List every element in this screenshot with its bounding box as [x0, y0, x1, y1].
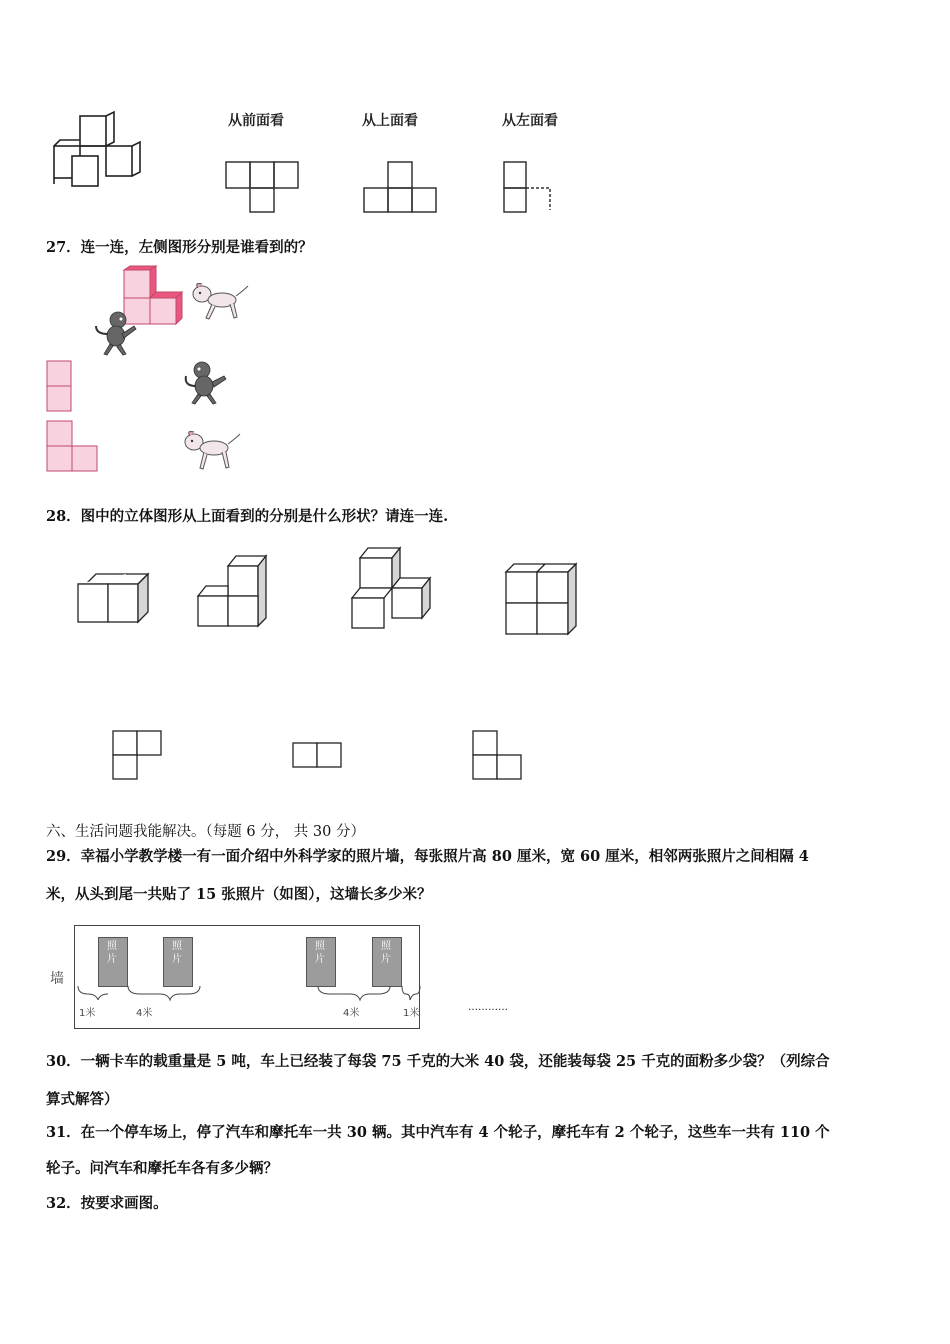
dim-4m-left: 4米 [136, 1008, 153, 1019]
left-view-label: 从左面看 [502, 113, 558, 129]
left-view-shape [502, 158, 562, 218]
question-29-line-1: 29．幸福小学教学楼一有一面介绍中外科学家的照片墙，每张照片高 80 厘米，宽 60 厘米，相邻两张照片之间相隔 4 [46, 848, 809, 865]
front-view-shape [224, 158, 314, 218]
top-view-label: 从上面看 [362, 113, 418, 129]
photo-4-label: 照片 [381, 941, 391, 965]
dim-1m-right: 1米 [403, 1008, 420, 1019]
dim-1m-left: 1米 [79, 1008, 96, 1019]
solid-figure-4 [504, 562, 584, 642]
pink-view-l-shape [46, 420, 102, 474]
monkey-icon-option [182, 358, 228, 404]
front-view-label: 从前面看 [228, 113, 284, 129]
question-27: 27．连一连，左侧图形分别是谁看到的？ [46, 239, 313, 256]
question-31-line-1: 31．在一个停车场上，停了汽车和摩托车一共 30 辆。其中汽车有 4 个轮子，摩托车有 2 个轮子，这些车一共有 110 个 [46, 1124, 830, 1141]
question-28: 28．图中的立体图形从上面看到的分别是什么形状？请连一连. [46, 508, 449, 525]
solid-figure-3 [348, 546, 438, 636]
solid-figure-1 [76, 572, 156, 632]
dim-4m-right: 4米 [343, 1008, 360, 1019]
monkey-icon [92, 308, 138, 356]
question-31-line-2: 轮子。问汽车和摩托车各有多少辆？ [46, 1160, 278, 1177]
top-view-option-2 [292, 742, 344, 770]
photo-2-label: 照片 [172, 941, 182, 965]
question-30-line-1: 30．一辆卡车的载重量是 5 吨，车上已经装了每袋 75 千克的大米 40 袋，还能装每袋 25 千克的面粉多少袋？（列综合 [46, 1053, 830, 1070]
continuation-dots: ………… [468, 1002, 508, 1013]
section-6-title: 六、生活问题我能解决。（每题 6 分， 共 30 分） [46, 824, 365, 840]
photo-1-label: 照片 [107, 941, 117, 965]
wall-label: 墙 [50, 971, 64, 987]
cube-arrangement-figure [52, 108, 152, 188]
dog-icon [190, 282, 250, 322]
top-view-option-1 [112, 730, 164, 782]
question-29-line-2: 米，从头到尾一共贴了 15 张照片（如图），这墙长多少米？ [46, 886, 432, 903]
top-view-shape [362, 158, 452, 218]
question-32: 32．按要求画图。 [46, 1195, 168, 1212]
photo-3-label: 照片 [315, 941, 325, 965]
question-30-line-2: 算式解答） [46, 1091, 119, 1108]
dog-icon-option [182, 428, 242, 472]
top-view-option-3 [472, 730, 524, 782]
pink-view-column [46, 360, 76, 414]
distance-braces [74, 984, 424, 1014]
solid-figure-2 [196, 554, 276, 634]
